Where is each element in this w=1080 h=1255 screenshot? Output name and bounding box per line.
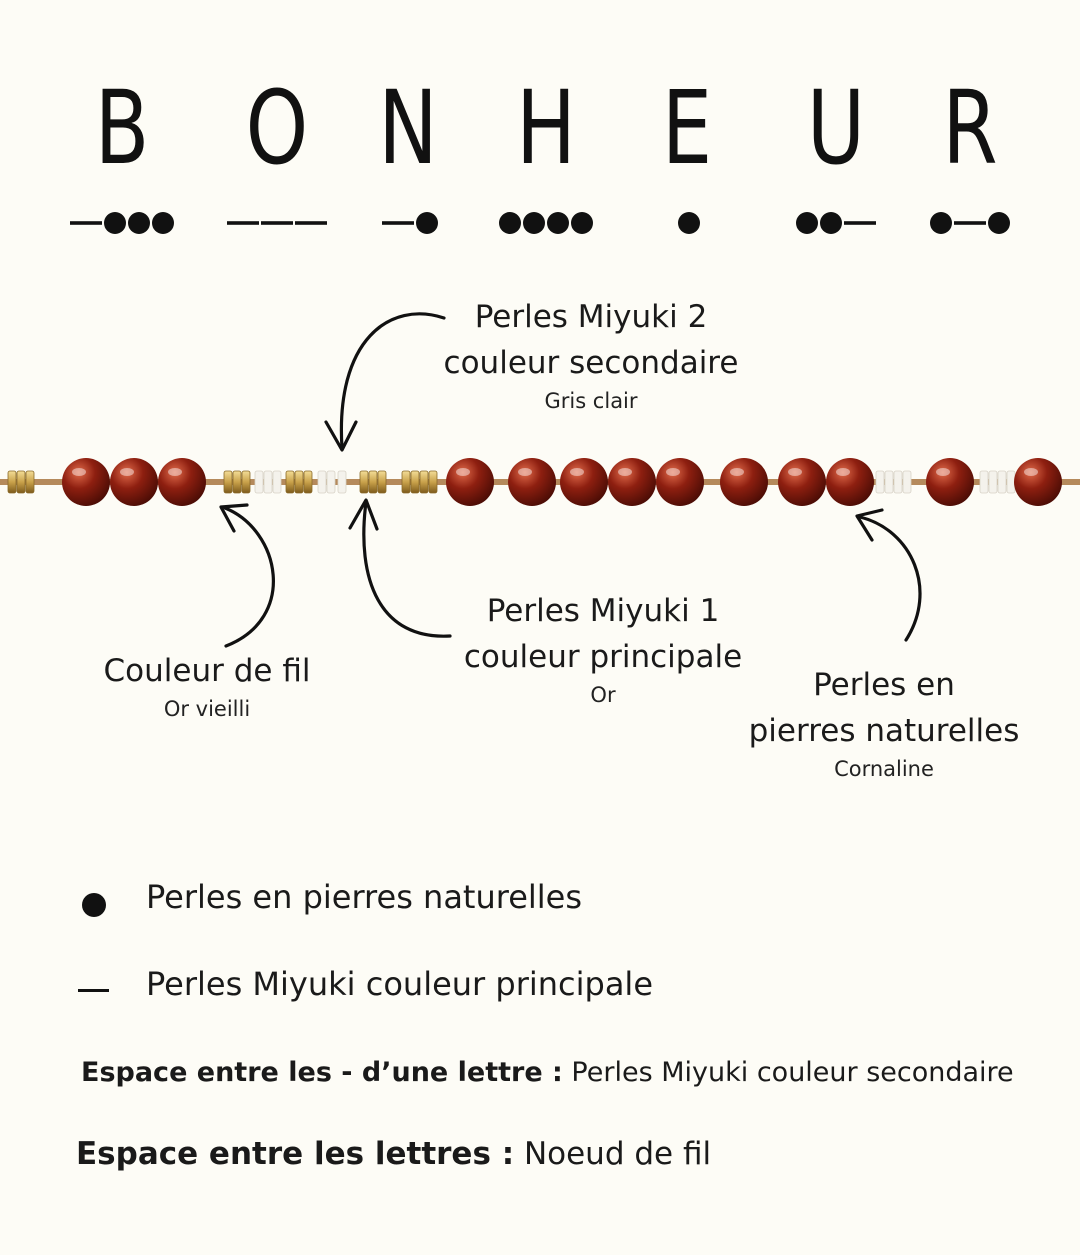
dot-symbol-icon bbox=[82, 893, 106, 917]
title-letter: B bbox=[94, 69, 150, 188]
label-title: pierres naturelles bbox=[748, 713, 1020, 749]
note-dash-spacing bbox=[81, 1057, 1014, 1088]
label-title: Perles en bbox=[813, 667, 955, 703]
title-letter: U bbox=[806, 69, 866, 188]
arrow-icon bbox=[326, 314, 444, 450]
note-letter-spacing bbox=[76, 1136, 711, 1172]
label-subtitle: Or bbox=[590, 683, 616, 707]
label-title: Perles Miyuki 1 bbox=[486, 593, 720, 629]
label-title: couleur principale bbox=[463, 639, 743, 675]
label-miyuki-1 bbox=[464, 588, 742, 710]
label-miyuki-2 bbox=[444, 294, 739, 416]
note-label: Espace entre les - d’une lettre : bbox=[81, 1057, 563, 1088]
label-subtitle: Cornaline bbox=[834, 757, 934, 781]
arrow-icon bbox=[221, 505, 273, 646]
title-letter: R bbox=[942, 69, 998, 188]
arrow-icon bbox=[350, 500, 450, 636]
title-letter: E bbox=[661, 69, 713, 188]
note-value: Noeud de fil bbox=[514, 1136, 712, 1172]
legend-item-miyuki: Perles Miyuki couleur principale bbox=[146, 965, 653, 1003]
arrow-icon bbox=[857, 510, 920, 640]
title-letter: N bbox=[378, 69, 438, 188]
label-subtitle: Or vieilli bbox=[163, 697, 251, 721]
note-label: Espace entre les lettres : bbox=[76, 1136, 515, 1172]
title-letter: H bbox=[516, 69, 576, 188]
title-letter: O bbox=[245, 69, 309, 188]
label-title: couleur secondaire bbox=[443, 345, 739, 381]
dash-symbol-icon bbox=[78, 989, 109, 992]
label-natural-stones bbox=[749, 662, 1020, 784]
label-thread-color bbox=[104, 648, 311, 724]
label-subtitle: Gris clair bbox=[544, 389, 638, 413]
note-value: Perles Miyuki couleur secondaire bbox=[562, 1057, 1014, 1088]
label-title: Perles Miyuki 2 bbox=[474, 299, 708, 335]
legend-item-stones: Perles en pierres naturelles bbox=[146, 878, 583, 916]
label-title: Couleur de fil bbox=[103, 653, 311, 689]
